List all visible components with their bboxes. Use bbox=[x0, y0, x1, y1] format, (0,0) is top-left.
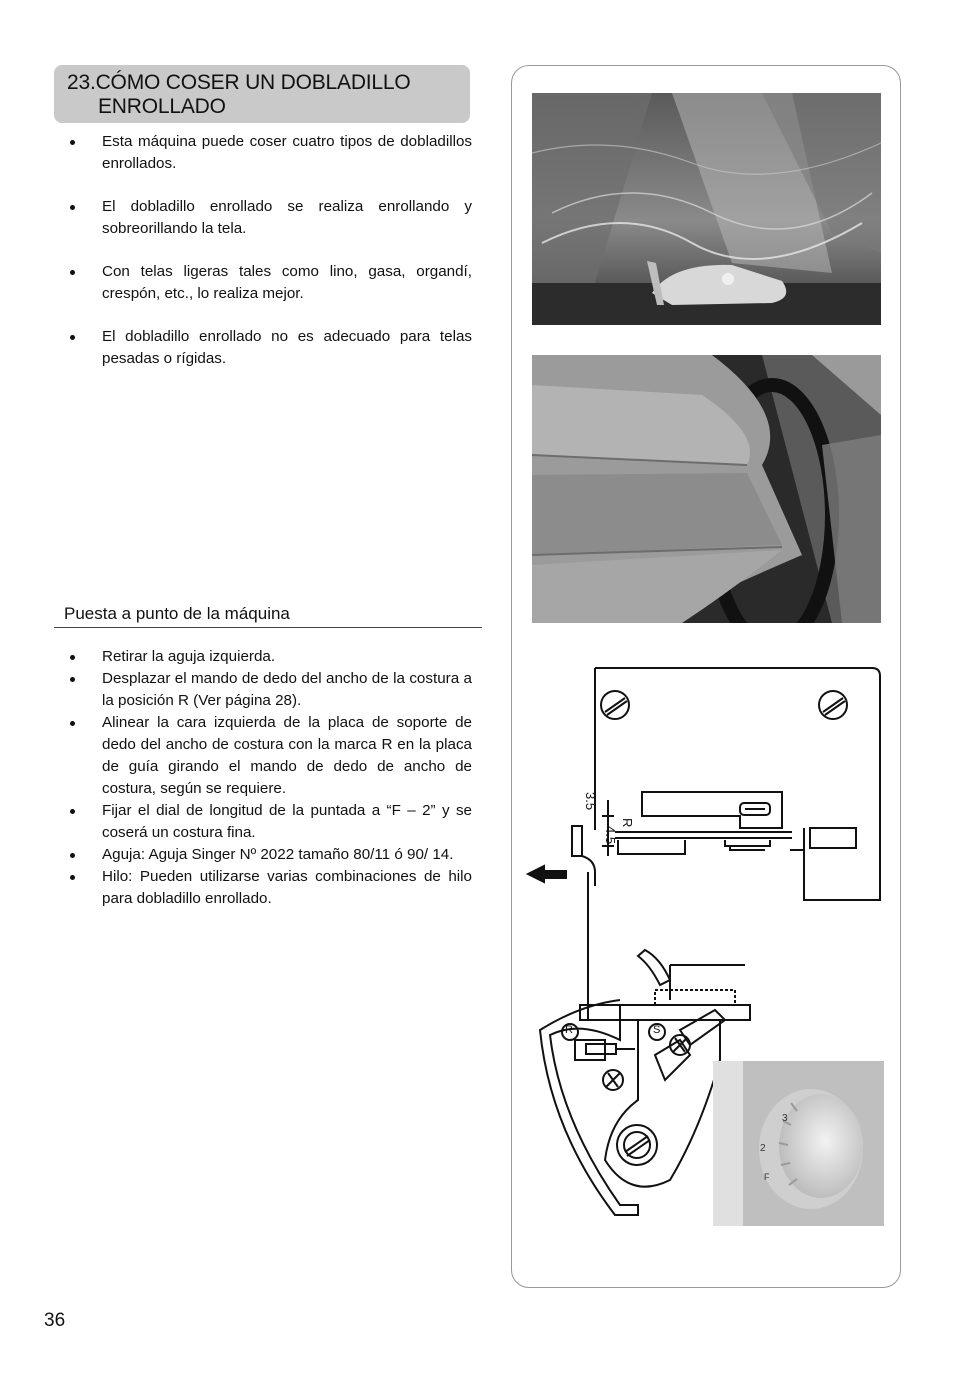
mark-r-circle-label: R bbox=[565, 1024, 573, 1036]
stitch-length-dial-photo bbox=[713, 1061, 884, 1226]
scale-label-3-5: 3.5 bbox=[583, 792, 598, 811]
dial-label-2: 2 bbox=[760, 1143, 766, 1154]
mark-r-label: R bbox=[620, 818, 635, 828]
setup-bullet: Aguja: Aguja Singer Nº 2022 tamaño 80/11 ó 90/ 14. bbox=[54, 844, 472, 866]
page-title-line-2: ENROLLADO bbox=[98, 95, 226, 118]
setup-bullet: Alinear la cara izquierda de la placa de soporte de dedo del ancho de costura con la marca R en la placa de guía girando el mando de dedo de ancho de costura, según se requiere. bbox=[54, 712, 472, 800]
section-divider bbox=[54, 627, 482, 628]
section-heading: Puesta a punto de la máquina bbox=[64, 604, 290, 623]
setup-bullet: Fijar el dial de longitud de la puntada a “F – 2” y se coserá un costura fina. bbox=[54, 800, 472, 844]
dial-label-f: F bbox=[764, 1172, 770, 1182]
mark-s-circle-label: S bbox=[653, 1024, 661, 1036]
intro-bullet: El dobladillo enrollado no es adecuado para telas pesadas o rígidas. bbox=[54, 326, 472, 370]
page-title-line-1: 23.CÓMO COSER UN DOBLADILLO bbox=[67, 71, 411, 94]
intro-bullet-list bbox=[54, 131, 472, 391]
scale-label-4-5: 4.5 bbox=[603, 826, 618, 845]
intro-bullet: El dobladillo enrollado se realiza enrollando y sobreorillando la tela. bbox=[54, 196, 472, 240]
dress-shoe-photo bbox=[532, 93, 881, 325]
napkin-photo bbox=[532, 355, 881, 623]
page-number: 36 bbox=[44, 1310, 66, 1331]
intro-bullet: Esta máquina puede coser cuatro tipos de dobladillos enrollados. bbox=[54, 131, 472, 175]
setup-bullet: Desplazar el mando de dedo del ancho de la costura a la posición R (Ver página 28). bbox=[54, 668, 472, 712]
setup-bullet-list bbox=[54, 646, 472, 910]
dial-label-3: 3 bbox=[782, 1113, 788, 1124]
intro-bullet: Con telas ligeras tales como lino, gasa, organdí, crespón, etc., lo realiza mejor. bbox=[54, 261, 472, 305]
title-box bbox=[54, 65, 470, 123]
setup-bullet: Hilo: Pueden utilizarse varias combinaciones de hilo para dobladillo enrollado. bbox=[54, 866, 472, 910]
setup-bullet: Retirar la aguja izquierda. bbox=[54, 646, 472, 668]
